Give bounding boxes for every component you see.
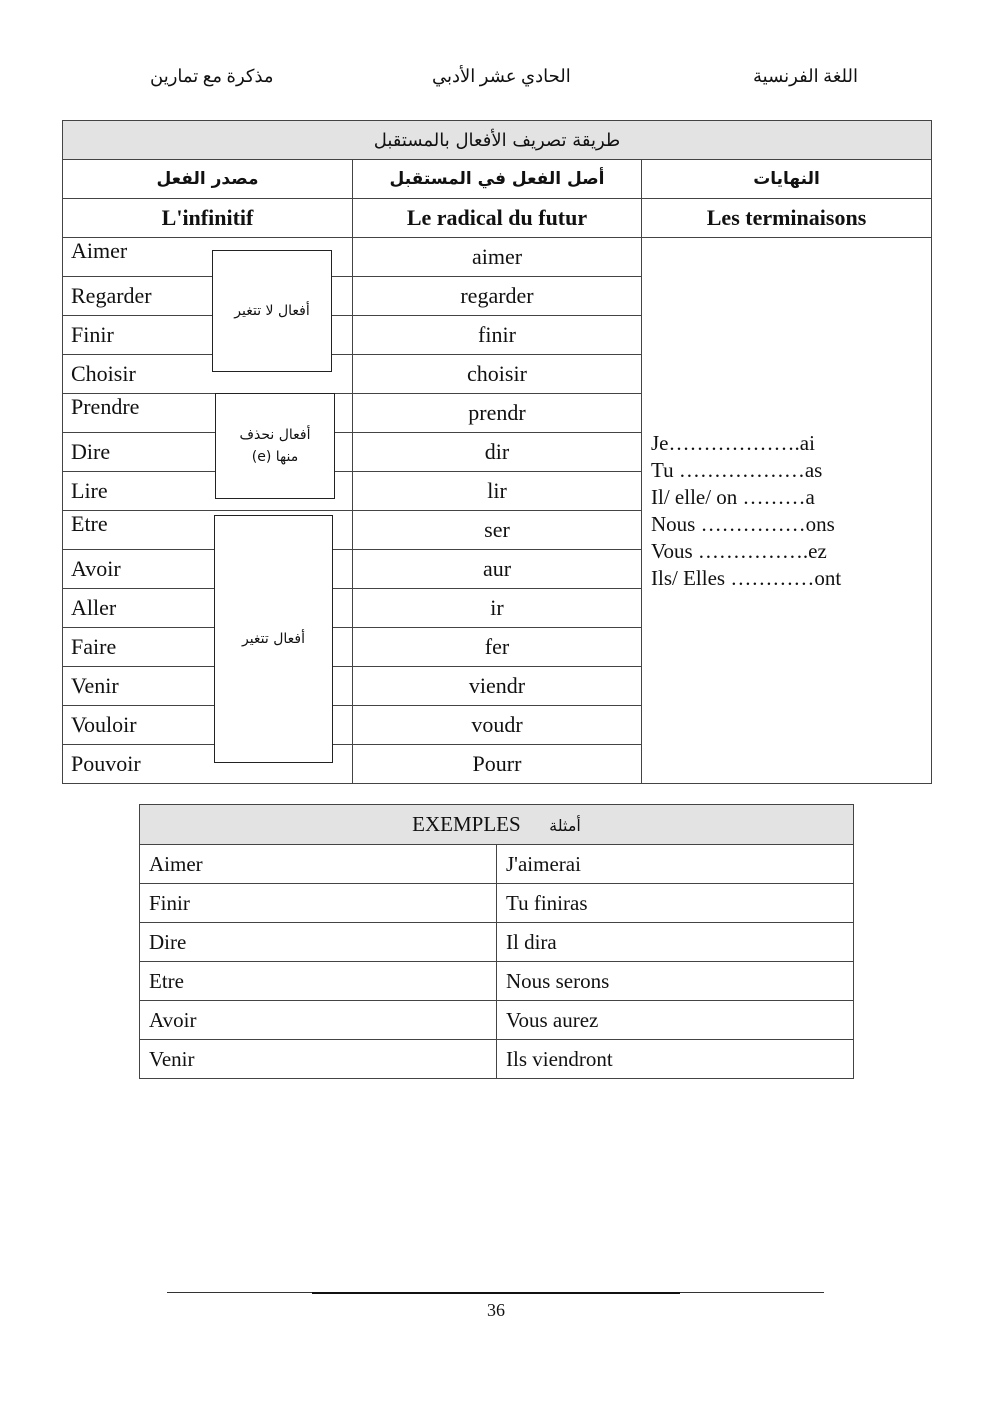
table-row: [140, 884, 854, 923]
ending-vous: Vous …………….ez: [651, 538, 827, 563]
example-future: Ils viendront: [497, 1040, 854, 1079]
stem-cell: viendr: [353, 667, 642, 706]
example-infinitive: Venir: [140, 1040, 497, 1079]
header-right: اللغة الفرنسية: [753, 66, 858, 86]
verb-cell: Avoir: [63, 550, 353, 589]
stem-cell: voudr: [353, 706, 642, 745]
verb-cell: Venir: [63, 667, 353, 706]
footer-rule-bold: [312, 1292, 680, 1294]
stem-cell: choisir: [353, 355, 642, 394]
header-center: الحادي عشر الأدبي: [432, 66, 571, 86]
header-infinitive-ar: مصدر الفعل: [63, 160, 353, 199]
ending-je: Je……………….ai: [651, 430, 815, 455]
header-stem-ar: أصل الفعل في المستقبل: [353, 160, 642, 199]
header-stem: Le radical du futur: [353, 199, 642, 238]
stem-cell: aur: [353, 550, 642, 589]
verb-cell: Aimer: [63, 238, 353, 277]
ending-il: Il/ elle/ on ………a: [651, 484, 815, 509]
stem-cell: regarder: [353, 277, 642, 316]
verb-cell: Etre: [63, 511, 353, 550]
stem-cell: prendr: [353, 394, 642, 433]
examples-title: [140, 805, 854, 845]
header-endings: Les terminaisons: [642, 199, 932, 238]
verb-cell: Lire: [63, 472, 353, 511]
example-future: Nous serons: [497, 962, 854, 1001]
group-box-unchanged: [212, 250, 332, 372]
example-future: Tu finiras: [497, 884, 854, 923]
table-title: طريقة تصريف الأفعال بالمستقبل: [63, 121, 932, 160]
header-endings-ar: النهايات: [642, 160, 932, 199]
group-label-drop-e-line2: منها (e): [251, 449, 299, 465]
example-infinitive: Dire: [140, 923, 497, 962]
endings-cell: [642, 238, 932, 784]
table-row: [140, 1001, 854, 1040]
verb-cell: Prendre: [63, 394, 353, 433]
stem-cell: aimer: [353, 238, 642, 277]
example-future: J'aimerai: [497, 845, 854, 884]
stem-cell: dir: [353, 433, 642, 472]
example-infinitive: Finir: [140, 884, 497, 923]
example-future: Il dira: [497, 923, 854, 962]
table-row: [140, 1040, 854, 1079]
table-row: [140, 923, 854, 962]
group-label-unchanged: أفعال لا تتغير: [234, 303, 310, 319]
examples-table: [139, 804, 854, 1079]
examples-title-fr: EXEMPLES: [412, 812, 521, 836]
verb-cell: Dire: [63, 433, 353, 472]
group-label-drop-e-line1: أفعال نحذف: [239, 427, 311, 443]
table-row: [63, 238, 932, 277]
page-number: 36: [487, 1300, 505, 1320]
example-infinitive: Avoir: [140, 1001, 497, 1040]
stem-cell: ser: [353, 511, 642, 550]
example-infinitive: Aimer: [140, 845, 497, 884]
stem-cell: ir: [353, 589, 642, 628]
ending-nous: Nous ……………ons: [651, 511, 835, 536]
verb-cell: Pouvoir: [63, 745, 353, 784]
future-conjugation-table: [62, 120, 932, 784]
table-row: [140, 962, 854, 1001]
verb-cell: Choisir: [63, 355, 353, 394]
header-left: مذكرة مع تمارين: [150, 66, 274, 86]
ending-ils: Ils/ Elles …………ont: [651, 565, 842, 590]
stem-cell: fer: [353, 628, 642, 667]
example-infinitive: Etre: [140, 962, 497, 1001]
verb-cell: Finir: [63, 316, 353, 355]
verb-cell: Regarder: [63, 277, 353, 316]
table-row: [140, 845, 854, 884]
group-box-drop-e: [215, 393, 335, 499]
header-infinitive: L'infinitif: [63, 199, 353, 238]
stem-cell: lir: [353, 472, 642, 511]
verb-cell: Aller: [63, 589, 353, 628]
ending-tu: Tu ………………as: [651, 457, 823, 482]
examples-title-ar: أمثلة: [549, 816, 581, 835]
example-future: Vous aurez: [497, 1001, 854, 1040]
stem-cell: finir: [353, 316, 642, 355]
verb-cell: Vouloir: [63, 706, 353, 745]
group-label-irregular: أفعال تتغير: [241, 631, 306, 647]
verb-cell: Faire: [63, 628, 353, 667]
group-box-irregular: [214, 515, 333, 763]
stem-cell: Pourr: [353, 745, 642, 784]
